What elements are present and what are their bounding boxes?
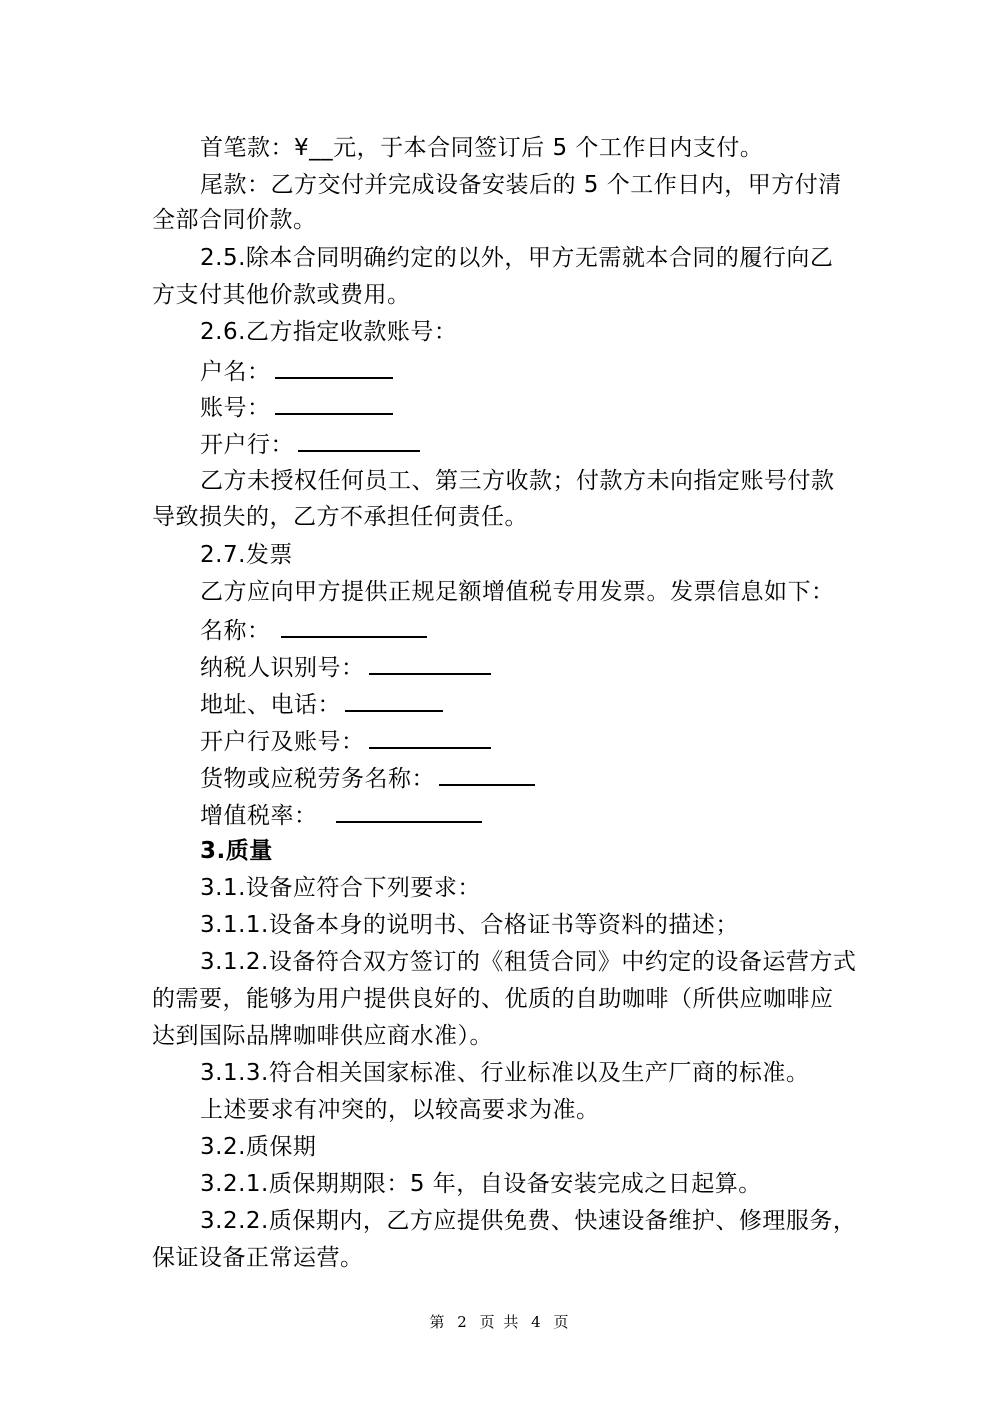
clause-3-2-2-line1: 3.2.2.质保期内，乙方应提供免费、快速设备维护、修理服务，	[200, 1208, 857, 1234]
address-phone-field	[200, 688, 443, 720]
taxpayer-id-blank	[369, 651, 491, 675]
unauthorized-collection-line1: 乙方未授权任何员工、第三方收款；付款方未向指定账号付款	[200, 468, 835, 494]
taxpayer-id-field	[200, 651, 491, 683]
section-3-title: 3.质量	[200, 838, 273, 864]
clause-3-1-1: 3.1.1.设备本身的说明书、合格证书等资料的描述；	[200, 912, 739, 938]
clause-3-1-2-line1: 3.1.2.设备符合双方签订的《租赁合同》中约定的设备运营方式	[200, 949, 857, 975]
clause-2-5-line1: 2.5.除本合同明确约定的以外，甲方无需就本合同的履行向乙	[200, 245, 834, 271]
clause-2-6: 2.6.乙方指定收款账号：	[200, 319, 458, 345]
clause-3-2: 3.2.质保期	[200, 1134, 317, 1160]
page-footer	[0, 1311, 1000, 1332]
goods-blank	[439, 762, 535, 786]
footer-mid: 页 共	[479, 1313, 521, 1331]
goods-field	[200, 762, 535, 794]
address-phone-blank	[345, 688, 443, 712]
clause-3-1-3: 3.1.3.符合相关国家标准、行业标准以及生产厂商的标准。	[200, 1060, 810, 1086]
bank-account-field	[200, 725, 491, 757]
clause-3-2-1: 3.2.1.质保期期限：5 年，自设备安装完成之日起算。	[200, 1171, 762, 1197]
clause-3-1-2-line2: 的需要，能够为用户提供良好的、优质的自助咖啡（所供应咖啡应	[152, 986, 834, 1012]
unauthorized-collection-line2: 导致损失的，乙方不承担任何责任。	[152, 504, 528, 530]
invoice-name-label: 名称：	[200, 618, 271, 644]
clause-3-2-2-line2: 保证设备正常运营。	[152, 1245, 364, 1271]
taxpayer-id-label: 纳税人识别号：	[200, 655, 365, 681]
bank-blank	[298, 428, 420, 452]
account-name-blank	[275, 355, 393, 379]
address-phone-label: 地址、电话：	[200, 692, 341, 718]
final-payment-clause-line1: 尾款：乙方交付并完成设备安装后的 5 个工作日内，甲方付清	[200, 172, 842, 198]
account-number-field	[200, 391, 393, 423]
account-name-field	[200, 355, 393, 387]
conflict-note: 上述要求有冲突的，以较高要求为准。	[200, 1097, 600, 1123]
clause-2-7: 2.7.发票	[200, 542, 293, 568]
tax-rate-label: 增值税率：	[200, 803, 318, 829]
bank-label: 开户行：	[200, 432, 294, 458]
tax-rate-field	[200, 799, 482, 831]
footer-prefix: 第	[429, 1313, 447, 1331]
tax-rate-blank	[336, 799, 482, 823]
invoice-name-field	[200, 614, 427, 646]
footer-suffix: 页	[553, 1313, 571, 1331]
clause-2-5-line2: 方支付其他价款或费用。	[152, 282, 411, 308]
first-payment-clause: 首笔款：¥__元，于本合同签订后 5 个工作日内支付。	[200, 135, 764, 161]
account-number-label: 账号：	[200, 395, 271, 421]
bank-account-blank	[369, 725, 491, 749]
footer-total-pages: 4	[531, 1313, 543, 1331]
clause-3-1: 3.1.设备应符合下列要求：	[200, 875, 481, 901]
bank-account-label: 开户行及账号：	[200, 729, 365, 755]
clause-3-1-2-line3: 达到国际品牌咖啡供应商水准）。	[152, 1023, 493, 1049]
final-payment-clause-line2: 全部合同价款。	[152, 207, 317, 233]
bank-field	[200, 428, 420, 460]
footer-current-page: 2	[457, 1313, 469, 1331]
account-name-label: 户名：	[200, 359, 271, 385]
goods-label: 货物或应税劳务名称：	[200, 766, 435, 792]
account-number-blank	[275, 391, 393, 415]
invoice-name-blank	[281, 614, 427, 638]
invoice-intro: 乙方应向甲方提供正规足额增值税专用发票。发票信息如下：	[200, 579, 835, 605]
